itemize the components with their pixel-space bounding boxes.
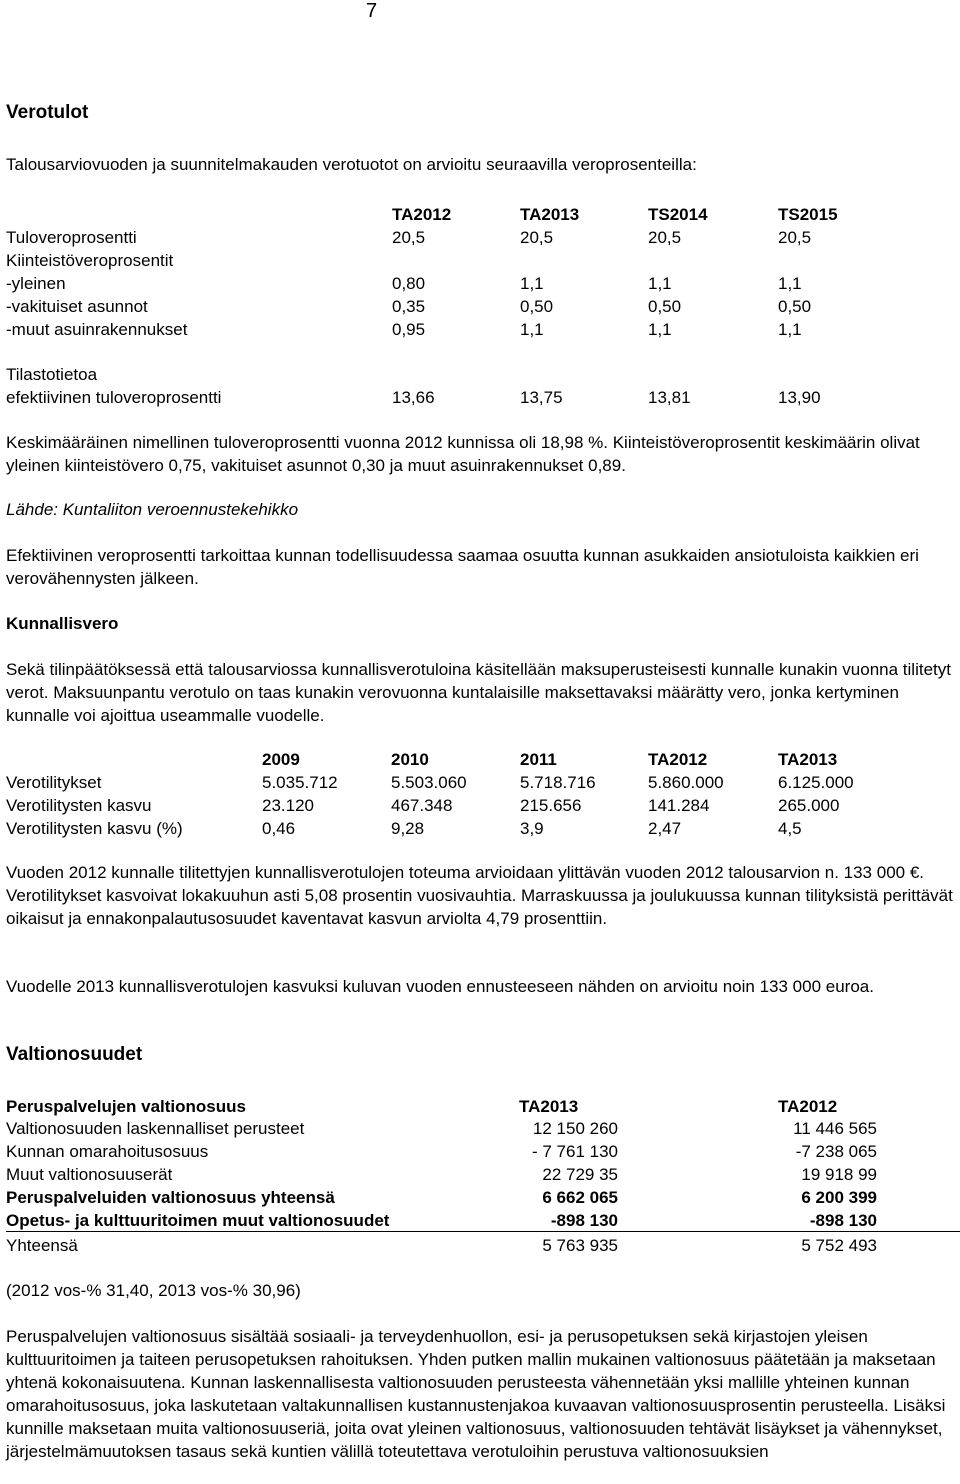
cell: 0,46 [262, 819, 296, 838]
cell: 6 200 399 [801, 1188, 877, 1207]
stat-heading: Tilastotietoa [6, 365, 98, 384]
cell: - 7 761 130 [531, 1142, 618, 1161]
col-header: 2010 [391, 750, 429, 769]
cell: 20,5 [392, 228, 426, 247]
cell: 1,1 [648, 274, 672, 293]
row-label: Valtionosuuden laskennalliset perusteet [6, 1119, 305, 1138]
row-label: Verotilitysten kasvu [6, 796, 152, 815]
verotulot-paragraph: Keskimääräinen nimellinen tuloveroprosentti vuonna 2012 kunnissa oli 18,98 %. Kiinteistöveroprosentit keskimäärin olivat yleinen kiinteistövero 0,75, vakituiset asunnot 0,30 ja muut asuinrakennukset 0,89. [6, 433, 920, 475]
cell: 265.000 [778, 796, 840, 815]
row-label: Verotilitysten kasvu (%) [6, 819, 183, 838]
cell: 141.284 [648, 796, 710, 815]
cell: 5.035.712 [262, 773, 338, 792]
row-label: Yhteensä [6, 1236, 78, 1255]
cell: 13,75 [520, 388, 563, 407]
cell: 20,5 [648, 228, 682, 247]
cell: 0,50 [778, 297, 812, 316]
col-header: TS2015 [778, 205, 838, 224]
cell: 13,66 [392, 388, 435, 407]
cell: 2,47 [648, 819, 682, 838]
row-label: Kiinteistöveroprosentit [6, 251, 174, 270]
cell: 20,5 [778, 228, 812, 247]
cell: 5 763 935 [542, 1236, 618, 1255]
cell: -7 238 065 [795, 1142, 877, 1161]
cell: 5.860.000 [648, 773, 724, 792]
col-header: TA2013 [778, 750, 838, 769]
cell: 0,50 [520, 297, 554, 316]
col-header: TA2013 [520, 205, 580, 224]
heading-kunnallisvero: Kunnallisvero [6, 614, 119, 633]
verotulot-paragraph: Efektiivinen veroprosentti tarkoittaa kunnan todellisuudessa saamaa osuutta kunnan asukkaiden ansiotuloista kaikkien eri verovähennysten jälkeen. [6, 546, 919, 588]
cell: 0,35 [392, 297, 426, 316]
cell: -898 130 [809, 1211, 877, 1230]
cell: 467.348 [391, 796, 453, 815]
cell: 6.125.000 [778, 773, 854, 792]
vos-note: (2012 vos-% 31,40, 2013 vos-% 30,96) [6, 1281, 301, 1300]
col-header: TS2014 [648, 205, 708, 224]
row-label: efektiivinen tuloveroprosentti [6, 388, 222, 407]
kunnallisvero-paragraph: Vuoden 2012 kunnalle tilitettyjen kunnallisverotulojen toteuma arvioidaan ylittävän vuoden 2012 talousarvion n. 133 000 €. Verotilitykset kasvoivat lokakuuhun asti 5,08 prosentin vuosivauhtia. Marraskuussa ja joulukuussa kunnan tilityksistä perittävät oikaisut ja ennakonpalautusosuudet kaventavat kasvun arviolta 4,79 prosenttiin. [6, 863, 953, 928]
valtionosuudet-paragraph: Peruspalvelujen valtionosuus sisältää sosiaali- ja terveydenhuollon, esi- ja perusopetuksen sekä kirjastojen yleisen kulttuuritoimen ja taiteen perusopetuksen rahoituksen. Yhden putken mallin mukainen valtionosuus päätetään ja maksetaan yhtenä kokonaisuutena. Kunnan laskennallisesta valtionosuuden perusteesta vähennetään yksi mallille yhteinen kunnan omarahoitusosuus, joka laskutetaan valtakunnallisen kustannustenjakoa kuvaavan valtionosuusprosentin perusteella. Lisäksi kunnille maksetaan muita valtionosuuseriä, joita ovat yleinen valtionosuus, valtionosuuden tehtävät lisäykset ja vähennykset, järjestelmämuutoksen tasaus sekä kuntien välillä toteutettava verotuloihin perustuva valtionosuuksien [6, 1327, 946, 1461]
cell: 1,1 [778, 274, 802, 293]
col-header: TA2012 [778, 1097, 838, 1116]
cell: 1,1 [648, 320, 672, 339]
cell: 19 918 99 [801, 1165, 877, 1184]
col-header: TA2012 [392, 205, 452, 224]
row-label: -yleinen [6, 274, 66, 293]
row-label: Tuloveroprosentti [6, 228, 137, 247]
row-label: Opetus- ja kulttuuritoimen muut valtionosuudet [6, 1211, 390, 1230]
col-header: TA2013 [519, 1097, 579, 1116]
cell: 6 662 065 [542, 1188, 618, 1207]
cell: 23.120 [262, 796, 314, 815]
heading-valtionosuudet: Valtionosuudet [6, 1044, 143, 1065]
row-label: Peruspalveluiden valtionosuus yhteensä [6, 1188, 335, 1207]
cell: 1,1 [520, 274, 544, 293]
cell: 0,80 [392, 274, 426, 293]
col-header: TA2012 [648, 750, 708, 769]
cell: 11 446 565 [793, 1119, 877, 1138]
cell: 22 729 35 [542, 1165, 618, 1184]
cell: 13,90 [778, 388, 821, 407]
table-divider [6, 1231, 960, 1232]
row-label: -muut asuinrakennukset [6, 320, 188, 339]
row-label: Muut valtionosuuserät [6, 1165, 173, 1184]
page-number: 7 [366, 0, 378, 22]
cell: 3,9 [520, 819, 544, 838]
cell: 12 150 260 [532, 1119, 618, 1138]
cell: 13,81 [648, 388, 691, 407]
cell: 5.718.716 [520, 773, 596, 792]
kunnallisvero-paragraph: Sekä tilinpäätöksessä että talousarviossa kunnallisverotuloina käsitellään maksuperusteisesti kunnalle kunakin vuonna tilitetyt verot. Maksuunpantu verotulo on taas kunakin verovuonna kuntalaisille maksettavaksi määrätty vero, jonka kertyminen kunnalle voi ajoittua useammalle vuodelle. [6, 660, 951, 725]
cell: 1,1 [778, 320, 802, 339]
cell: 1,1 [520, 320, 544, 339]
col-header: 2011 [520, 750, 557, 769]
cell: -898 130 [550, 1211, 618, 1230]
cell: 5 752 493 [801, 1236, 877, 1255]
cell: 0,50 [648, 297, 682, 316]
row-label: Verotilitykset [6, 773, 102, 792]
cell: 20,5 [520, 228, 554, 247]
cell: 4,5 [778, 819, 802, 838]
verotulot-intro: Talousarviovuoden ja suunnitelmakauden verotuotot on arvioitu seuraavilla veroprosenteilla: [6, 155, 697, 174]
source-note: Lähde: Kuntaliiton veroennustekehikko [6, 500, 299, 519]
kunnallisvero-paragraph: Vuodelle 2013 kunnallisverotulojen kasvuksi kuluvan vuoden ennusteeseen nähden on arvioitu noin 133 000 euroa. [6, 977, 874, 996]
row-label: Kunnan omarahoitusosuus [6, 1142, 209, 1161]
cell: 215.656 [520, 796, 582, 815]
cell: 0,95 [392, 320, 426, 339]
cell: 5.503.060 [391, 773, 467, 792]
table-title: Peruspalvelujen valtionosuus [6, 1097, 246, 1116]
row-label: -vakituiset asunnot [6, 297, 148, 316]
cell: 9,28 [391, 819, 425, 838]
heading-verotulot: Verotulot [6, 102, 89, 123]
col-header: 2009 [262, 750, 300, 769]
